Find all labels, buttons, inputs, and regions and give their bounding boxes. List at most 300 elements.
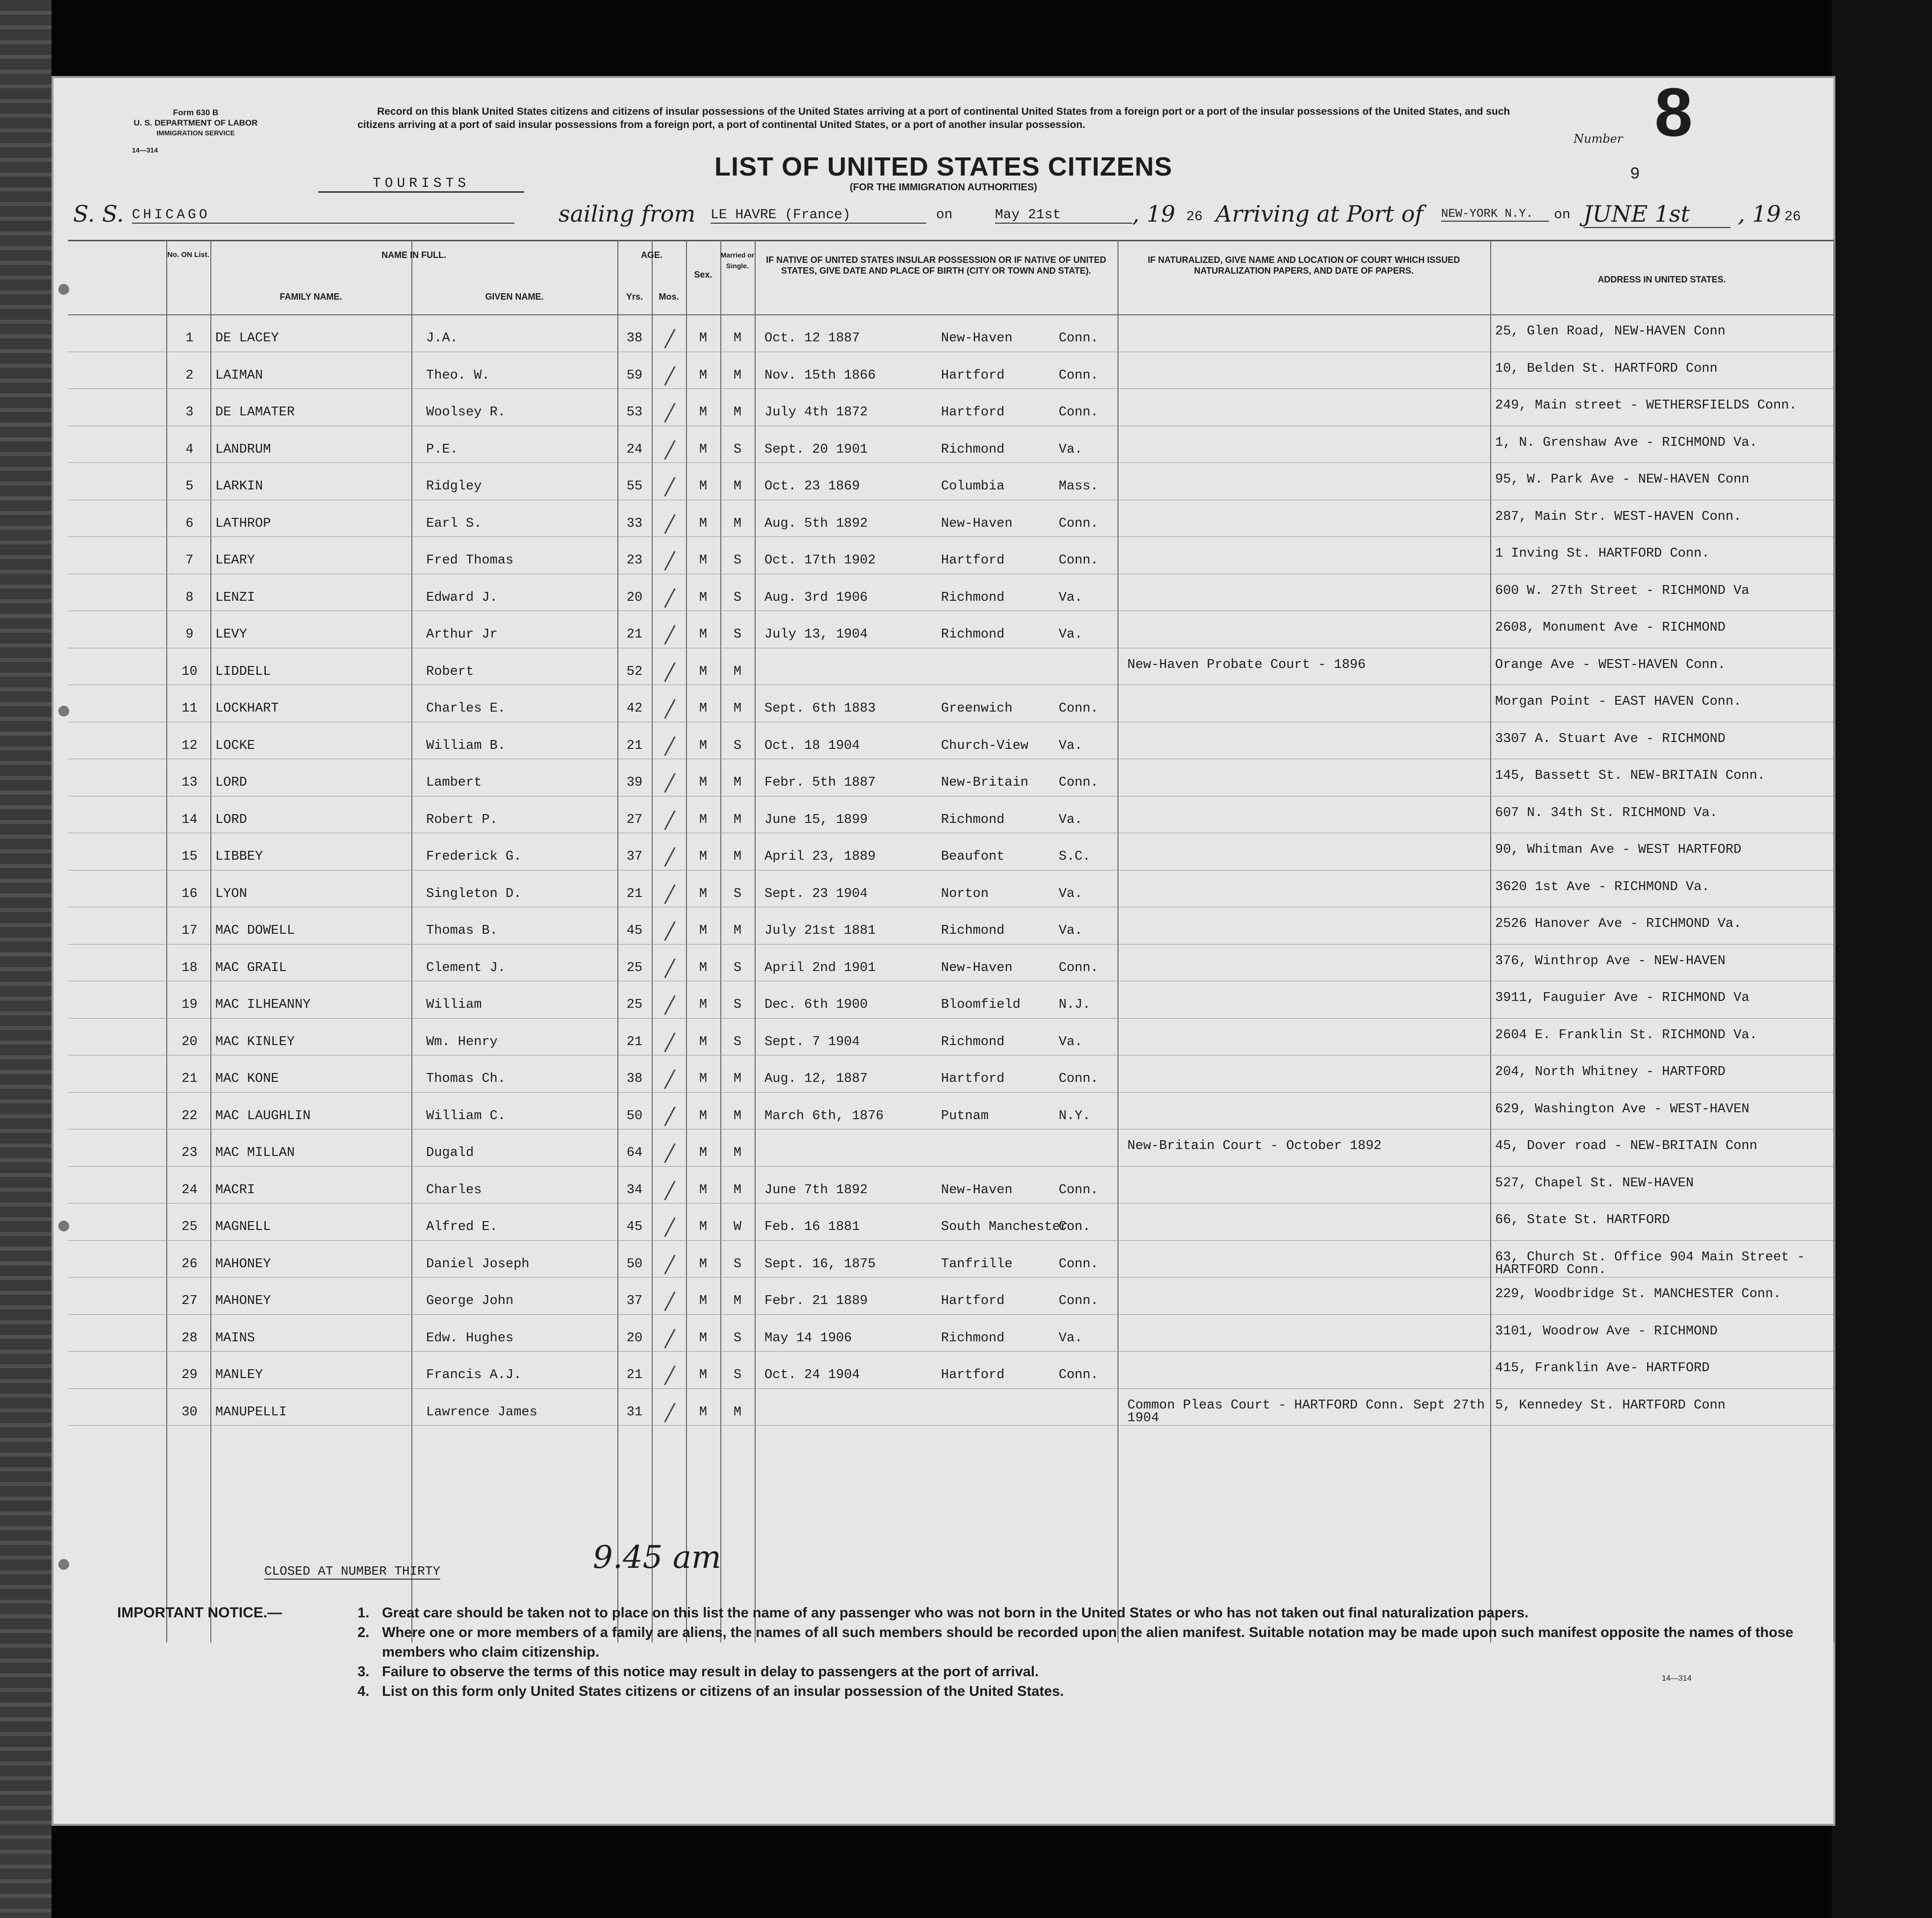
header-name-in-full: NAME IN FULL. bbox=[381, 250, 446, 260]
cell-ms: M bbox=[733, 405, 742, 420]
cell-place: Hartford bbox=[941, 368, 1005, 383]
cell-date: Sept. 20 1901 bbox=[764, 442, 868, 457]
notice-list bbox=[117, 1603, 1799, 1701]
cell-sex: M bbox=[699, 1220, 708, 1234]
check-mark-icon bbox=[659, 663, 681, 677]
cell-family: MAGNELL bbox=[215, 1220, 271, 1234]
cell-given: Lawrence James bbox=[426, 1405, 537, 1420]
cell-address: Morgan Point - EAST HAVEN Conn. bbox=[1495, 694, 1742, 709]
cell-no: 24 bbox=[181, 1182, 198, 1198]
cell-ms: S bbox=[733, 886, 742, 901]
cell-place: South Manchester bbox=[941, 1220, 1068, 1234]
cell-address: 3101, Woodrow Ave - RICHMOND bbox=[1495, 1324, 1718, 1339]
table-row bbox=[68, 1351, 1833, 1388]
header-given-name: GIVEN NAME. bbox=[485, 292, 544, 302]
notice-item-number: 1. bbox=[357, 1605, 370, 1621]
on-label: on bbox=[936, 207, 953, 223]
check-mark-icon bbox=[659, 440, 681, 455]
cell-court: New-Haven Probate Court - 1896 bbox=[1127, 657, 1366, 672]
table-row bbox=[68, 611, 1833, 647]
cell-state: Conn. bbox=[1059, 1368, 1099, 1382]
arrival-date: JUNE 1st bbox=[1583, 201, 1730, 228]
cell-no: 13 bbox=[181, 775, 198, 790]
cell-state: Va. bbox=[1059, 442, 1083, 457]
cell-address: 2604 E. Franklin St. RICHMOND Va. bbox=[1495, 1027, 1757, 1043]
cell-address: 415, Franklin Ave- HARTFORD bbox=[1495, 1361, 1710, 1376]
cell-address: 66, State St. HARTFORD bbox=[1495, 1213, 1670, 1228]
cell-ms: M bbox=[733, 812, 742, 827]
notice-item bbox=[357, 1623, 1799, 1662]
inspector-time: 9.45 am bbox=[593, 1539, 721, 1576]
cell-sex: M bbox=[699, 886, 708, 901]
cell-family: LOCKHART bbox=[215, 701, 279, 716]
cell-address: 3911, Fauguier Ave - RICHMOND Va bbox=[1495, 991, 1750, 1005]
cell-no: 17 bbox=[181, 923, 198, 938]
cell-no: 19 bbox=[181, 997, 198, 1012]
cell-address: 5, Kennedey St. HARTFORD Conn bbox=[1495, 1398, 1726, 1413]
cell-state: Va. bbox=[1059, 590, 1083, 605]
cell-sex: M bbox=[699, 516, 708, 531]
table-row bbox=[68, 833, 1833, 869]
cell-family: MAINS bbox=[215, 1330, 255, 1346]
cell-address: 45, Dover road - NEW-BRITAIN Conn bbox=[1495, 1139, 1757, 1153]
check-mark-icon bbox=[659, 1070, 681, 1084]
cell-age: 37 bbox=[626, 1294, 643, 1308]
port-from: LE HAVRE (France) bbox=[711, 207, 926, 224]
sail-date: May 21st bbox=[995, 207, 1132, 224]
cell-family: MACRI bbox=[215, 1182, 255, 1198]
cell-place: Richmond bbox=[941, 442, 1005, 457]
cell-age: 20 bbox=[626, 590, 643, 605]
table-row bbox=[68, 462, 1833, 499]
cell-sex: M bbox=[699, 849, 708, 864]
table-row bbox=[68, 981, 1833, 1018]
cell-given: Dugald bbox=[426, 1146, 474, 1160]
cell-place: Columbia bbox=[941, 479, 1005, 494]
header-birth: IF NATIVE OF UNITED STATES INSULAR POSSESSION OR IF NATIVE OF UNITED STATES, GIVE DATE AND PLACE OF BIRTH (CITY OR TOWN AND STATE). bbox=[766, 255, 1106, 276]
notice-item-text: Great care should be taken not to place on this list the name of any passenger who was not born in the United States or who has not taken out final naturalization papers. bbox=[382, 1605, 1529, 1621]
cell-age: 25 bbox=[626, 960, 643, 975]
table-row bbox=[68, 1018, 1833, 1055]
check-mark-icon bbox=[659, 514, 681, 529]
cell-ms: M bbox=[733, 1108, 742, 1124]
cell-address: 1, N. Grenshaw Ave - RICHMOND Va. bbox=[1495, 435, 1757, 450]
cell-age: 39 bbox=[626, 775, 643, 790]
check-mark-icon bbox=[659, 1107, 681, 1122]
table-row bbox=[68, 314, 1833, 351]
cell-age: 21 bbox=[626, 738, 643, 753]
cell-age: 52 bbox=[626, 664, 643, 679]
cell-no: 9 bbox=[185, 627, 194, 642]
check-mark-icon bbox=[659, 1403, 681, 1418]
cell-state: Conn. bbox=[1059, 331, 1099, 346]
cell-state: Mass. bbox=[1059, 479, 1099, 494]
instructions: Record on this blank United States citizens and citizens of insular possessions of the United States arriving at a port of continental United States from a foreign port or a port of the insular possessions of the United States, and such citizens arriving at a port of said insular possessions from a foreign port, a port of continental United States, or a port of another insular possession. bbox=[357, 106, 1510, 130]
binder-hole bbox=[58, 284, 69, 295]
cell-sex: M bbox=[699, 1108, 708, 1124]
cell-family: LIBBEY bbox=[215, 849, 263, 864]
cell-no: 28 bbox=[181, 1330, 198, 1346]
cell-no: 8 bbox=[185, 590, 194, 605]
header-age: AGE. bbox=[640, 250, 662, 260]
cell-ms: M bbox=[733, 1072, 742, 1086]
cell-family: LORD bbox=[215, 812, 247, 827]
header-naturalized: IF NATURALIZED, GIVE NAME AND LOCATION OF COURT WHICH ISSUED NATURALIZATION PAPERS, AND DATE OF PAPERS. bbox=[1147, 255, 1460, 276]
cell-age: 37 bbox=[626, 849, 643, 864]
cell-sex: M bbox=[699, 997, 708, 1012]
table-row bbox=[68, 685, 1833, 721]
cell-age: 50 bbox=[626, 1256, 643, 1272]
cell-given: Robert P. bbox=[426, 812, 498, 827]
cell-age: 21 bbox=[626, 1034, 643, 1049]
cell-sex: M bbox=[699, 1330, 708, 1346]
table-row bbox=[68, 648, 1833, 685]
table-row bbox=[68, 944, 1833, 981]
table-row bbox=[68, 388, 1833, 425]
cell-sex: M bbox=[699, 701, 708, 716]
cell-place: Hartford bbox=[941, 1368, 1005, 1382]
table-row bbox=[68, 1314, 1833, 1351]
table-row bbox=[68, 759, 1833, 795]
notice-label: IMPORTANT NOTICE.— bbox=[117, 1605, 282, 1621]
check-mark-icon bbox=[659, 737, 681, 751]
cell-sex: M bbox=[699, 1182, 708, 1198]
cell-sex: M bbox=[699, 923, 708, 938]
on-label-arrival: on bbox=[1554, 207, 1571, 223]
check-mark-icon bbox=[659, 1144, 681, 1158]
cell-place: New-Haven bbox=[941, 960, 1013, 975]
cell-family: MAC KONE bbox=[215, 1072, 279, 1086]
cell-date: Febr. 21 1889 bbox=[764, 1294, 868, 1308]
table-row bbox=[68, 537, 1833, 573]
cell-date: June 15, 1899 bbox=[764, 812, 868, 827]
cell-sex: M bbox=[699, 1256, 708, 1272]
closed-note: CLOSED AT NUMBER THIRTY bbox=[264, 1564, 440, 1579]
cell-no: 29 bbox=[181, 1368, 198, 1382]
cell-place: Norton bbox=[941, 886, 989, 901]
cell-state: N.J. bbox=[1059, 997, 1091, 1012]
manifest-table bbox=[68, 240, 1833, 1642]
cell-age: 24 bbox=[626, 442, 643, 457]
header-address: ADDRESS IN UNITED STATES. bbox=[1598, 275, 1726, 284]
check-mark-icon bbox=[659, 366, 681, 381]
cell-address: 63, Church St. Office 904 Main Street - HARTFORD Conn. bbox=[1495, 1250, 1805, 1278]
cell-age: 33 bbox=[626, 516, 643, 531]
port-to: NEW-YORK N.Y. bbox=[1441, 207, 1549, 222]
cell-no: 21 bbox=[181, 1072, 198, 1086]
cell-given: Frederick G. bbox=[426, 849, 522, 864]
cell-ms: S bbox=[733, 1256, 742, 1272]
cell-no: 11 bbox=[181, 701, 198, 716]
cell-age: 34 bbox=[626, 1182, 643, 1198]
cell-age: 21 bbox=[626, 1368, 643, 1382]
cell-place: Greenwich bbox=[941, 701, 1013, 716]
cell-age: 21 bbox=[626, 627, 643, 642]
check-mark-icon bbox=[659, 329, 681, 344]
cell-state: Va. bbox=[1059, 1330, 1083, 1346]
cell-age: 45 bbox=[626, 1220, 643, 1234]
table-row bbox=[68, 500, 1833, 537]
cell-age: 21 bbox=[626, 886, 643, 901]
header-family-name: FAMILY NAME. bbox=[280, 292, 342, 302]
cell-address: 1 Inving St. HARTFORD Conn. bbox=[1495, 546, 1710, 561]
cell-sex: M bbox=[699, 812, 708, 827]
cell-date: April 23, 1889 bbox=[764, 849, 876, 864]
cell-ms: M bbox=[733, 331, 742, 346]
check-mark-icon bbox=[659, 1329, 681, 1344]
cell-family: LATHROP bbox=[215, 516, 271, 531]
cell-age: 27 bbox=[626, 812, 643, 827]
manifest-sheet bbox=[51, 76, 1835, 1826]
cell-given: Wm. Henry bbox=[426, 1034, 498, 1049]
cell-sex: M bbox=[699, 1034, 708, 1049]
cell-sex: M bbox=[699, 442, 708, 457]
table-row bbox=[68, 1203, 1833, 1240]
cell-address: 629, Washington Ave - WEST-HAVEN bbox=[1495, 1101, 1750, 1117]
table-row bbox=[68, 426, 1833, 462]
table-row bbox=[68, 1055, 1833, 1092]
cell-no: 3 bbox=[185, 405, 194, 420]
cell-state: Conn. bbox=[1059, 775, 1099, 790]
cell-state: Va. bbox=[1059, 627, 1083, 642]
cell-place: Hartford bbox=[941, 1072, 1005, 1086]
cell-ms: S bbox=[733, 627, 742, 642]
notice-item-number: 2. bbox=[357, 1625, 370, 1640]
cell-given: William C. bbox=[426, 1108, 506, 1124]
cell-address: 25, Glen Road, NEW-HAVEN Conn bbox=[1495, 324, 1726, 339]
sailing-label: sailing from bbox=[559, 201, 696, 227]
cell-address: 10, Belden St. HARTFORD Conn bbox=[1495, 361, 1718, 376]
cell-family: MANUPELLI bbox=[215, 1405, 287, 1420]
cell-date: Sept. 6th 1883 bbox=[764, 701, 876, 716]
cell-place: Richmond bbox=[941, 1034, 1005, 1049]
cell-date: Aug. 5th 1892 bbox=[764, 516, 868, 531]
header-married: Married or Single. bbox=[720, 251, 755, 270]
cell-age: 38 bbox=[626, 331, 643, 346]
cell-no: 25 bbox=[181, 1220, 198, 1234]
cell-date: Sept. 23 1904 bbox=[764, 886, 868, 901]
cell-sex: M bbox=[699, 590, 708, 605]
cell-sex: M bbox=[699, 331, 708, 346]
cell-given: Francis A.J. bbox=[426, 1368, 522, 1382]
cell-place: Tanfrille bbox=[941, 1256, 1013, 1272]
check-mark-icon bbox=[659, 885, 681, 899]
cell-sex: M bbox=[699, 960, 708, 975]
cell-ms: M bbox=[733, 1182, 742, 1198]
form-code: 14—314 bbox=[132, 146, 158, 154]
cell-state: Va. bbox=[1059, 738, 1083, 753]
cell-date: Febr. 5th 1887 bbox=[764, 775, 876, 790]
notice-item bbox=[357, 1662, 1799, 1682]
cell-date: May 14 1906 bbox=[764, 1330, 852, 1346]
table-row bbox=[68, 352, 1833, 388]
cell-sex: M bbox=[699, 553, 708, 568]
cell-place: New-Haven bbox=[941, 1182, 1013, 1198]
cell-ms: M bbox=[733, 849, 742, 864]
cell-sex: M bbox=[699, 1072, 708, 1086]
cell-state: Con. bbox=[1059, 1220, 1091, 1234]
cell-given: Charles E. bbox=[426, 701, 506, 716]
check-mark-icon bbox=[659, 811, 681, 825]
cell-no: 1 bbox=[185, 331, 194, 346]
cell-given: George John bbox=[426, 1294, 514, 1308]
cell-date: Sept. 16, 1875 bbox=[764, 1256, 876, 1272]
cell-sex: M bbox=[699, 627, 708, 642]
table-row bbox=[68, 1166, 1833, 1203]
cell-no: 23 bbox=[181, 1146, 198, 1160]
cell-place: Putnam bbox=[941, 1108, 989, 1124]
cell-court: New-Britain Court - October 1892 bbox=[1127, 1139, 1382, 1153]
list-number: 8 bbox=[1654, 74, 1693, 151]
cell-ms: M bbox=[733, 775, 742, 790]
cell-address: 600 W. 27th Street - RICHMOND Va bbox=[1495, 583, 1750, 598]
check-mark-icon bbox=[659, 773, 681, 788]
cell-place: Beaufont bbox=[941, 849, 1005, 864]
cell-date: Oct. 24 1904 bbox=[764, 1368, 860, 1382]
cell-given: Clement J. bbox=[426, 960, 506, 975]
cell-state: Conn. bbox=[1059, 1256, 1099, 1272]
cell-ms: M bbox=[733, 1146, 742, 1160]
cell-given: Woolsey R. bbox=[426, 405, 506, 420]
cell-state: Conn. bbox=[1059, 553, 1099, 568]
cell-given: P.E. bbox=[426, 442, 458, 457]
cell-state: N.Y. bbox=[1059, 1108, 1091, 1124]
cell-given: Singleton D. bbox=[426, 886, 522, 901]
table-row bbox=[68, 574, 1833, 611]
cell-given: Thomas B. bbox=[426, 923, 498, 938]
cell-state: Conn. bbox=[1059, 1072, 1099, 1086]
cell-date: Aug. 12, 1887 bbox=[764, 1072, 868, 1086]
cell-age: 25 bbox=[626, 997, 643, 1012]
binder-hole bbox=[58, 1221, 69, 1231]
cell-date: July 4th 1872 bbox=[764, 405, 868, 420]
cell-family: LEARY bbox=[215, 553, 255, 568]
table-row bbox=[68, 722, 1833, 759]
header-mos: Mos. bbox=[659, 292, 679, 302]
number-label: Number bbox=[1574, 132, 1623, 146]
cell-place: Hartford bbox=[941, 553, 1005, 568]
cell-ms: S bbox=[733, 738, 742, 753]
col-rule bbox=[1833, 240, 1834, 1642]
cell-no: 4 bbox=[185, 442, 194, 457]
cell-given: Edw. Hughes bbox=[426, 1330, 514, 1346]
cell-state: Va. bbox=[1059, 886, 1083, 901]
cell-date: Feb. 16 1881 bbox=[764, 1220, 860, 1234]
cell-family: LENZI bbox=[215, 590, 255, 605]
adjacent-page-edge bbox=[0, 0, 51, 1918]
cell-place: Bloomfield bbox=[941, 997, 1021, 1012]
cell-date: Aug. 3rd 1906 bbox=[764, 590, 868, 605]
cell-ms: S bbox=[733, 1368, 742, 1382]
cell-family: LARKIN bbox=[215, 479, 263, 494]
cell-state: Conn. bbox=[1059, 1182, 1099, 1198]
cell-no: 12 bbox=[181, 738, 198, 753]
cell-sex: M bbox=[699, 368, 708, 383]
cell-ms: S bbox=[733, 997, 742, 1012]
cell-given: Theo. W. bbox=[426, 368, 490, 383]
cell-date: July 21st 1881 bbox=[764, 923, 876, 938]
cell-given: Arthur Jr bbox=[426, 627, 498, 642]
cell-age: 45 bbox=[626, 923, 643, 938]
cell-address: 3620 1st Ave - RICHMOND Va. bbox=[1495, 879, 1710, 895]
cell-sex: M bbox=[699, 479, 708, 494]
check-mark-icon bbox=[659, 1181, 681, 1196]
notice-item-text: Failure to observe the terms of this notice may result in delay to passengers at the port of arrival. bbox=[382, 1664, 1039, 1680]
table-row bbox=[68, 1277, 1833, 1314]
cell-place: Hartford bbox=[941, 1294, 1005, 1308]
cell-family: MAC ILHEANNY bbox=[215, 997, 311, 1012]
cell-date: Oct. 12 1887 bbox=[764, 331, 860, 346]
cell-sex: M bbox=[699, 1294, 708, 1308]
cell-no: 26 bbox=[181, 1256, 198, 1272]
cell-ms: M bbox=[733, 701, 742, 716]
cell-date: Oct. 23 1869 bbox=[764, 479, 860, 494]
cell-given: William bbox=[426, 997, 482, 1012]
scan-border bbox=[1831, 0, 1932, 1918]
cell-given: Edward J. bbox=[426, 590, 498, 605]
cell-court: Common Pleas Court - HARTFORD Conn. Sept 27th 1904 bbox=[1127, 1398, 1485, 1426]
check-mark-icon bbox=[659, 477, 681, 492]
cell-family: MAC MILLAN bbox=[215, 1146, 295, 1160]
form-number: Form 630 B bbox=[173, 108, 219, 117]
binder-hole bbox=[58, 1559, 69, 1570]
cell-age: 23 bbox=[626, 553, 643, 568]
cell-family: LIDDELL bbox=[215, 664, 271, 679]
cell-sex: M bbox=[699, 1405, 708, 1420]
header-no: No. ON List. bbox=[167, 251, 209, 259]
voyage-line bbox=[73, 201, 1819, 235]
cell-place: New-Britain bbox=[941, 775, 1029, 790]
check-mark-icon bbox=[659, 1366, 681, 1381]
cell-given: J.A. bbox=[426, 331, 458, 346]
cell-address: 145, Bassett St. NEW-BRITAIN Conn. bbox=[1495, 768, 1765, 783]
cell-given: William B. bbox=[426, 738, 506, 753]
cell-state: Conn. bbox=[1059, 960, 1099, 975]
notice-item-number: 3. bbox=[357, 1664, 370, 1680]
cell-no: 5 bbox=[185, 479, 194, 494]
cell-no: 20 bbox=[181, 1034, 198, 1049]
cell-sex: M bbox=[699, 738, 708, 753]
year-prefix-arrival: , 19 bbox=[1738, 201, 1781, 227]
sheet-sequence: 9 bbox=[1630, 165, 1640, 184]
cell-age: 64 bbox=[626, 1146, 643, 1160]
cell-date: July 13, 1904 bbox=[764, 627, 868, 642]
cell-family: MAHONEY bbox=[215, 1294, 271, 1308]
cell-no: 6 bbox=[185, 516, 194, 531]
row-rule bbox=[68, 1425, 1833, 1426]
cell-date: April 2nd 1901 bbox=[764, 960, 876, 975]
check-mark-icon bbox=[659, 959, 681, 973]
ship-name: CHICAGO bbox=[132, 207, 514, 224]
table-row bbox=[68, 796, 1833, 833]
cell-no: 27 bbox=[181, 1294, 198, 1308]
cell-age: 50 bbox=[626, 1108, 643, 1124]
check-mark-icon bbox=[659, 847, 681, 862]
important-notice bbox=[117, 1603, 1799, 1701]
cell-place: New-Haven bbox=[941, 516, 1013, 531]
table-row bbox=[68, 1092, 1833, 1129]
table-row bbox=[68, 907, 1833, 944]
cell-date: March 6th, 1876 bbox=[764, 1108, 884, 1124]
notice-item-text: List on this form only United States citizens or citizens of an insular possession of the United States. bbox=[382, 1684, 1064, 1699]
cell-sex: M bbox=[699, 1368, 708, 1382]
notice-item-number: 4. bbox=[357, 1684, 370, 1699]
table-row bbox=[68, 1129, 1833, 1166]
cell-ms: M bbox=[733, 1294, 742, 1308]
cell-state: S.C. bbox=[1059, 849, 1091, 864]
cell-place: Hartford bbox=[941, 405, 1005, 420]
table-row bbox=[68, 1240, 1833, 1277]
